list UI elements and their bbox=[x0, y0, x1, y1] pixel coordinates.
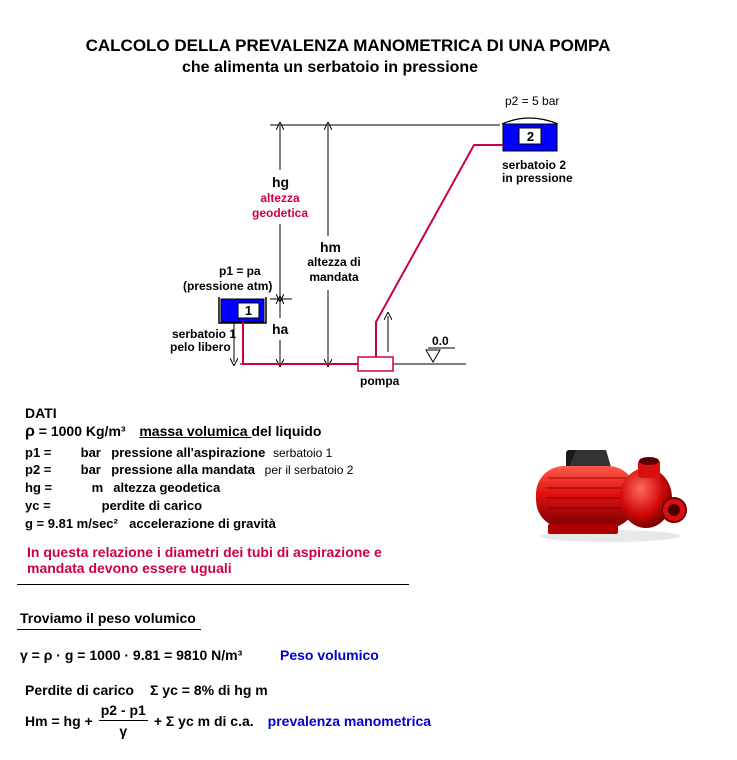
note-line-2 bbox=[27, 560, 232, 576]
hm-label: hm bbox=[320, 239, 341, 255]
p1-symbol: p1 = bbox=[25, 445, 52, 460]
p1-note: serbatoio 1 bbox=[272, 446, 333, 460]
rho-symbol: ρ bbox=[25, 423, 35, 440]
calc-intro-underline bbox=[17, 629, 201, 630]
tank1-number: 1 bbox=[244, 303, 253, 318]
p2-desc: pressione alla mandata bbox=[111, 462, 256, 477]
tank1-caption-1: serbatoio 1 bbox=[172, 327, 237, 341]
gamma-label: Peso volumico bbox=[280, 647, 379, 663]
tank2-number: 2 bbox=[526, 129, 535, 144]
note-line-2b: essere uguali bbox=[142, 560, 232, 576]
hm-lhs: Hm = hg + bbox=[25, 712, 93, 729]
datum-triangle-icon bbox=[426, 350, 440, 362]
p1-desc: (pressione atm) bbox=[183, 279, 273, 293]
pump-base bbox=[548, 524, 618, 534]
hm-formula bbox=[25, 702, 431, 739]
tank2-lid bbox=[502, 118, 558, 124]
pump-photo bbox=[528, 440, 703, 545]
g-data-row bbox=[25, 516, 276, 531]
pump-symbol bbox=[358, 357, 393, 371]
p2-data-row bbox=[25, 462, 353, 477]
hm-desc-1: altezza di bbox=[307, 255, 361, 269]
tank2-caption-2: in pressione bbox=[502, 171, 573, 185]
calc-intro-a: Troviamo il bbox=[20, 610, 98, 626]
yc-data-row bbox=[25, 498, 202, 513]
level-label: 0.0 bbox=[432, 334, 449, 348]
losses-label: Perdite di carico bbox=[25, 682, 134, 698]
rho-row bbox=[25, 423, 321, 441]
hm-desc-2: mandata bbox=[309, 270, 359, 284]
hm-rhs: + Σ yc m di c.a. bbox=[153, 712, 254, 729]
tank2-caption-1: serbatoio 2 bbox=[502, 158, 567, 172]
p2-note: per il serbatoio 2 bbox=[264, 463, 354, 477]
p1-unit: bar bbox=[80, 445, 101, 460]
yc-symbol: yc = bbox=[25, 498, 51, 513]
hg-label: hg bbox=[272, 174, 290, 190]
calc-intro-b: peso volumico bbox=[97, 610, 196, 626]
note-line-1 bbox=[27, 544, 382, 560]
hg-desc-2: geodetica bbox=[251, 206, 308, 220]
delivery-pipe bbox=[376, 145, 503, 357]
hm-label-text: prevalenza manometrica bbox=[267, 712, 432, 729]
calc-intro bbox=[20, 610, 196, 626]
note-line-2a: mandata devono bbox=[27, 560, 143, 576]
section-divider bbox=[17, 584, 409, 585]
p2-unit: bar bbox=[80, 462, 101, 477]
p2-label: p2 = 5 bar bbox=[505, 94, 560, 108]
p2-symbol: p2 = bbox=[25, 462, 52, 477]
note-line-1a: In questa relazione bbox=[27, 544, 157, 560]
hm-denominator: γ bbox=[119, 723, 128, 739]
hg-desc-1: altezza bbox=[260, 191, 300, 205]
ha-label: ha bbox=[272, 321, 289, 337]
rho-value: = 1000 Kg/m³ bbox=[38, 423, 126, 439]
hg-desc: altezza geodetica bbox=[113, 480, 221, 495]
hg-symbol: hg = bbox=[25, 480, 53, 495]
tank1-caption-2: pelo libero bbox=[170, 340, 231, 354]
losses-formula: Σ yc = 8% di hg m bbox=[150, 682, 268, 698]
g-symbol: g = 9.81 m/sec² bbox=[25, 516, 118, 531]
gamma-formula: γ = ρ · g = 1000 · 9.81 = 9810 N/m³ bbox=[20, 647, 243, 663]
pump-label: pompa bbox=[360, 374, 400, 388]
hm-numerator: p2 - p1 bbox=[99, 702, 148, 721]
p1-label: p1 = pa bbox=[219, 264, 261, 278]
note-line-1b: i diametri dei tubi di aspirazione e bbox=[156, 544, 382, 560]
hg-data-row bbox=[25, 480, 220, 495]
p1-desc: pressione all'aspirazione bbox=[111, 445, 266, 460]
hm-fraction bbox=[99, 702, 148, 739]
g-desc: accelerazione di gravità bbox=[129, 516, 276, 531]
hg-unit: m bbox=[91, 480, 104, 495]
page-subtitle: che alimenta un serbatoio in pressione bbox=[182, 59, 479, 76]
rho-desc-b: del liquido bbox=[251, 423, 322, 439]
data-heading: DATI bbox=[25, 405, 57, 421]
rho-desc-a: massa volumica bbox=[139, 423, 252, 439]
suction-pipe bbox=[243, 322, 359, 364]
yc-desc: perdite di carico bbox=[101, 498, 203, 513]
p1-data-row bbox=[25, 445, 332, 460]
page-title: CALCOLO DELLA PREVALENZA MANOMETRICA DI UNA POMPA bbox=[85, 36, 611, 55]
